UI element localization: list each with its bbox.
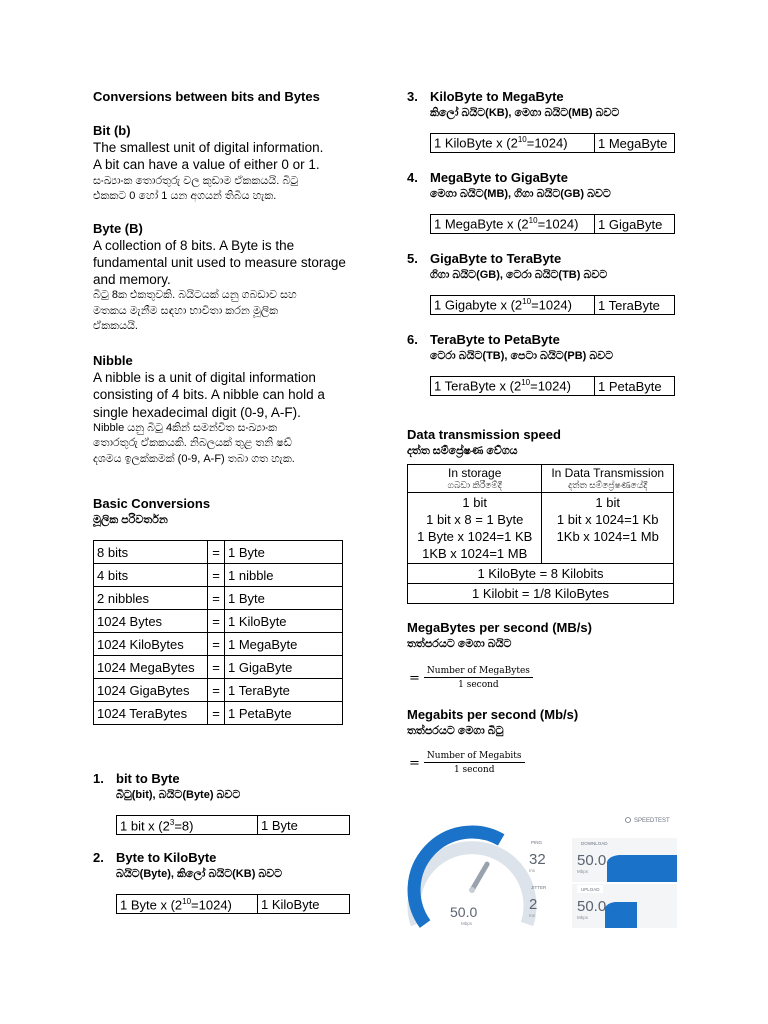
item-heading-row: [407, 331, 682, 364]
conversion-formula: [117, 895, 258, 914]
fraction-denominator: 1 second: [453, 765, 495, 775]
equals-sign: =: [208, 633, 225, 656]
formula-exponent: 10: [182, 896, 192, 906]
transmission-heading-si: දත්ත සම්ප්‍රේෂණ වේගය: [407, 445, 518, 457]
formula-value: =1024): [530, 378, 571, 394]
ping-label: PING: [531, 840, 543, 845]
storage-line: 1 Byte x 1024=1 KB: [417, 529, 533, 544]
transmission-heading: Data transmission speed: [407, 427, 561, 442]
conversion-from: 8 bits: [94, 541, 208, 564]
transmission-line: 1 bit x 1024=1 Kb: [556, 512, 659, 527]
item-title: KiloByte to MegaByte: [430, 89, 564, 104]
speedtest-svg: [405, 812, 680, 932]
conversion-formula: [117, 816, 258, 835]
equals-sign: =: [208, 610, 225, 633]
nibble-line: consisting of 4 bits. A nibble can hold a: [93, 387, 325, 403]
formula-exponent: 10: [517, 135, 527, 145]
megabits-formula: [409, 751, 682, 775]
conversion-formula: [431, 296, 595, 315]
item-heading-row: [93, 770, 373, 803]
formula-base: 1 MegaByte x (2: [434, 216, 529, 232]
formula-exponent: 10: [522, 297, 532, 307]
formula-value: =1024): [537, 216, 579, 232]
item-heading-text: [430, 250, 682, 283]
table-row: [94, 541, 343, 564]
conversion-from: 1024 TeraBytes: [94, 702, 208, 725]
table-row: [94, 656, 343, 679]
transmission-header-si: දත්ත සම්ප්‍රේෂණයේදී: [568, 480, 648, 490]
storage-header: In storage: [448, 466, 502, 480]
fraction-numerator: Number of Megabits: [424, 751, 525, 763]
conversion-to: 1 Byte: [225, 541, 343, 564]
item-title: Byte to KiloByte: [116, 850, 217, 866]
formula-base: 1 bit x (2: [120, 818, 170, 834]
kilobit-kilobytes-row: 1 Kilobit = 1/8 KiloBytes: [408, 584, 674, 604]
conversion-result: 1 KiloByte: [258, 895, 350, 914]
byte-line: A collection of 8 bits. A Byte is the: [93, 237, 295, 253]
item-title-si: ගිගා බයිට(GB), ටෙරා බයිට(TB) බවට: [430, 269, 608, 281]
byte-heading: Byte (B): [93, 220, 143, 236]
item-number: 3.: [407, 89, 418, 104]
item-heading-text: [430, 88, 682, 121]
formula-base: 1 TeraByte x (2: [434, 378, 522, 394]
gauge-value: 50.0: [450, 904, 478, 920]
equals-sign: =: [409, 755, 420, 771]
transmission-header-cell: [542, 465, 674, 493]
megabits-per-second-heading: Megabits per second (Mb/s): [407, 707, 579, 722]
table-row: [431, 215, 675, 234]
formula-exponent: 10: [528, 216, 538, 226]
item-number: 2.: [93, 850, 104, 866]
conversion-to: 1 PetaByte: [225, 702, 343, 725]
conversion-item: [407, 250, 682, 315]
storage-line: 1 bit: [462, 495, 487, 510]
conversion-to: 1 nibble: [225, 564, 343, 587]
equals-sign: =: [208, 702, 225, 725]
upload-label: UPLOAD: [581, 887, 600, 892]
conversion-from: 1024 GigaBytes: [94, 679, 208, 702]
conversion-items-left: [93, 770, 373, 914]
basic-conversions-section: [93, 495, 373, 725]
formula-value: =1024): [191, 897, 232, 913]
conversion-result: 1 MegaByte: [595, 134, 675, 153]
formula-exponent: 10: [521, 378, 531, 388]
item-title-si: ටෙරා බයිට(TB), පෙටා බයිට(PB) බවට: [430, 350, 614, 362]
item-heading-text: [116, 849, 373, 882]
basic-conversions-heading: Basic Conversions: [93, 496, 211, 512]
formula-value: =1024): [526, 135, 568, 151]
item-title: bit to Byte: [116, 771, 180, 787]
item-title-si: බයිට(Byte), කිලෝ බයිට(KB) බවට: [116, 868, 283, 881]
storage-line: 1KB x 1024=1 MB: [422, 546, 528, 561]
kilobyte-kilobits-row: 1 KiloByte = 8 Kilobits: [408, 564, 674, 584]
right-column: [407, 88, 682, 775]
storage-cell: [408, 493, 542, 564]
item-title-si: මෙගා බයිට(MB), ගිගා බයිට(GB) බවට: [430, 188, 611, 200]
transmission-line: 1Kb x 1024=1 Mb: [556, 529, 659, 544]
table-row: [94, 587, 343, 610]
page-title: Conversions between bits and Bytes: [93, 89, 320, 104]
byte-si-line: මතකය මැනීම සඳහා භාවිතා කරන මූලික: [93, 304, 279, 317]
equals-sign: =: [208, 656, 225, 679]
speedtest-logo-icon: [626, 818, 631, 823]
item-heading-row: [93, 849, 373, 882]
download-value: 50.0: [577, 852, 607, 869]
formula-base: 1 Byte x (2: [120, 897, 183, 913]
basic-conversions-table: [93, 540, 343, 725]
conversion-items-right: [407, 88, 682, 396]
equals-sign: =: [409, 670, 420, 686]
table-row: [94, 679, 343, 702]
upload-graph: [605, 902, 637, 928]
item-title-si: කිලෝ බයිට(KB), මෙගා බයිට(MB) බවට: [430, 107, 620, 119]
conversion-to: 1 MegaByte: [225, 633, 343, 656]
conversion-formula: [431, 377, 595, 396]
conversion-item: [93, 849, 373, 914]
bit-heading: Bit (b): [93, 123, 131, 138]
formula-value: =1024): [531, 297, 572, 313]
conversion-from: 4 bits: [94, 564, 208, 587]
nibble-line: single hexadecimal digit (0-9, A-F).: [93, 404, 301, 420]
storage-line: 1 bit x 8 = 1 Byte: [426, 512, 524, 527]
download-graph: [607, 855, 677, 882]
item-title: GigaByte to TeraByte: [430, 251, 562, 266]
nibble-line: A nibble is a unit of digital information: [93, 369, 316, 385]
conversion-item: [407, 331, 682, 396]
table-row: [94, 702, 343, 725]
conversion-table: [116, 815, 350, 835]
conversion-to: 1 Byte: [225, 587, 343, 610]
table-row: [117, 895, 350, 914]
equals-sign: =: [208, 564, 225, 587]
megabytes-formula: [409, 666, 682, 690]
bit-si-line: සංඛ්‍යාංක තොරතුරු වල කුඩාම ඒකකයයි. බිටු: [93, 174, 299, 187]
conversion-to: 1 TeraByte: [225, 679, 343, 702]
conversion-from: 1024 Bytes: [94, 610, 208, 633]
table-row: [431, 134, 675, 153]
gauge-unit: Mbps: [461, 921, 473, 926]
byte-si-line: ඒකකයයි.: [93, 320, 138, 333]
table-row: [431, 377, 675, 396]
megabits-per-second-heading-si: තත්පරයට මෙගා බිටු: [407, 725, 504, 737]
item-number: 1.: [93, 771, 104, 787]
jitter-unit: ms: [529, 913, 535, 918]
conversion-table: [116, 894, 350, 914]
transmission-section: [407, 426, 682, 604]
ping-value: 32: [529, 851, 546, 868]
conversion-table: [430, 133, 675, 153]
megabits-per-second-section: [407, 706, 682, 775]
transmission-cell: [542, 493, 674, 564]
conversion-from: 1024 MegaBytes: [94, 656, 208, 679]
conversion-item: [93, 770, 373, 835]
speedtest-brand: SPEEDTEST: [634, 818, 670, 824]
transmission-table: [407, 464, 674, 604]
bit-line: The smallest unit of digital information.: [93, 140, 324, 155]
nibble-si-line: තොරතුරු ඒකකයකි. නිබලයක් තුළ තනි ෂඩ්: [93, 437, 292, 450]
speedtest-screenshot: [405, 812, 680, 932]
left-column: [93, 88, 373, 914]
table-row: [94, 564, 343, 587]
conversion-formula: [431, 134, 595, 153]
nibble-section: [93, 352, 373, 467]
formula-exponent: 3: [169, 817, 175, 827]
item-heading-row: [407, 169, 682, 202]
conversion-result: 1 PetaByte: [595, 377, 675, 396]
conversion-to: 1 GigaByte: [225, 656, 343, 679]
conversion-item: [407, 88, 682, 153]
equals-sign: =: [208, 587, 225, 610]
megabytes-per-second-section: [407, 619, 682, 690]
conversion-to: 1 KiloByte: [225, 610, 343, 633]
transmission-line: 1 bit: [595, 495, 620, 510]
jitter-label: JITTER: [531, 885, 547, 890]
table-row: [431, 296, 675, 315]
formula-base: 1 KiloByte x (2: [434, 135, 518, 151]
table-row: [94, 633, 343, 656]
download-unit: Mbps: [577, 869, 589, 874]
conversion-result: 1 GigaByte: [595, 215, 675, 234]
upload-value: 50.0: [577, 898, 607, 915]
byte-line: fundamental unit used to measure storage: [93, 254, 346, 270]
gauge-hub: [469, 887, 475, 893]
fraction: [424, 666, 533, 690]
bit-line: A bit can have a value of either 0 or 1.: [93, 157, 320, 173]
formula-base: 1 Gigabyte x (2: [434, 297, 523, 313]
byte-si-line: බිටු 8ක එකතුවකි. බයිටයක් යනු ගබඩාව සහ: [93, 289, 297, 302]
megabytes-per-second-heading: MegaBytes per second (MB/s): [407, 620, 592, 635]
item-number: 6.: [407, 332, 418, 347]
fraction: [424, 751, 525, 775]
byte-line: and memory.: [93, 272, 171, 288]
bit-si-line: එකකට 0 හෝ 1 යන අගයන් තිබිය හැක.: [93, 190, 277, 203]
upload-unit: Mbps: [577, 915, 589, 920]
jitter-value: 2: [529, 896, 538, 913]
item-heading-text: [430, 331, 682, 364]
conversion-item: [407, 169, 682, 234]
item-title-si: බිටු(bit), බයිට(Byte) බවට: [116, 789, 241, 802]
item-heading-text: [116, 770, 373, 803]
item-title: TeraByte to PetaByte: [430, 332, 560, 347]
download-label: DOWNLOAD: [581, 841, 608, 846]
item-heading-row: [407, 88, 682, 121]
gauge-needle: [472, 864, 487, 890]
bit-section: [93, 122, 373, 205]
storage-header-cell: [408, 465, 542, 493]
equals-sign: =: [208, 679, 225, 702]
item-number: 5.: [407, 251, 418, 266]
nibble-si-line: Nibble යනු බිටු 4කින් සමන්විත සංඛ්‍යාංක: [93, 421, 278, 434]
conversion-table: [430, 295, 675, 315]
table-row: [117, 816, 350, 835]
megabytes-per-second-heading-si: තත්පරයට මෙගා බයිට: [407, 638, 512, 650]
item-number: 4.: [407, 170, 418, 185]
fraction-numerator: Number of MegaBytes: [424, 666, 533, 678]
nibble-si-line: දශමය ඉලක්කමක් (0-9, A-F) තබා ගත හැක.: [93, 452, 295, 465]
conversion-table: [430, 376, 675, 396]
equals-sign: =: [208, 541, 225, 564]
ping-unit: ms: [529, 868, 535, 873]
basic-conversions-heading-si: මූලික පරිවර්තන: [93, 514, 168, 527]
fraction-denominator: 1 second: [458, 680, 499, 690]
storage-header-si: ගබඩා කිරීමේදී: [447, 480, 502, 490]
conversion-from: 1024 KiloBytes: [94, 633, 208, 656]
table-row: [94, 610, 343, 633]
byte-section: [93, 220, 373, 335]
conversion-from: 2 nibbles: [94, 587, 208, 610]
transmission-header: In Data Transmission: [551, 466, 665, 480]
conversion-table: [430, 214, 675, 234]
item-title: MegaByte to GigaByte: [430, 170, 568, 185]
item-heading-text: [430, 169, 682, 202]
conversion-result: 1 TeraByte: [595, 296, 675, 315]
item-heading-row: [407, 250, 682, 283]
formula-value: =8): [174, 818, 194, 834]
nibble-heading: Nibble: [93, 352, 133, 368]
conversion-result: 1 Byte: [258, 816, 350, 835]
conversion-formula: [431, 215, 595, 234]
